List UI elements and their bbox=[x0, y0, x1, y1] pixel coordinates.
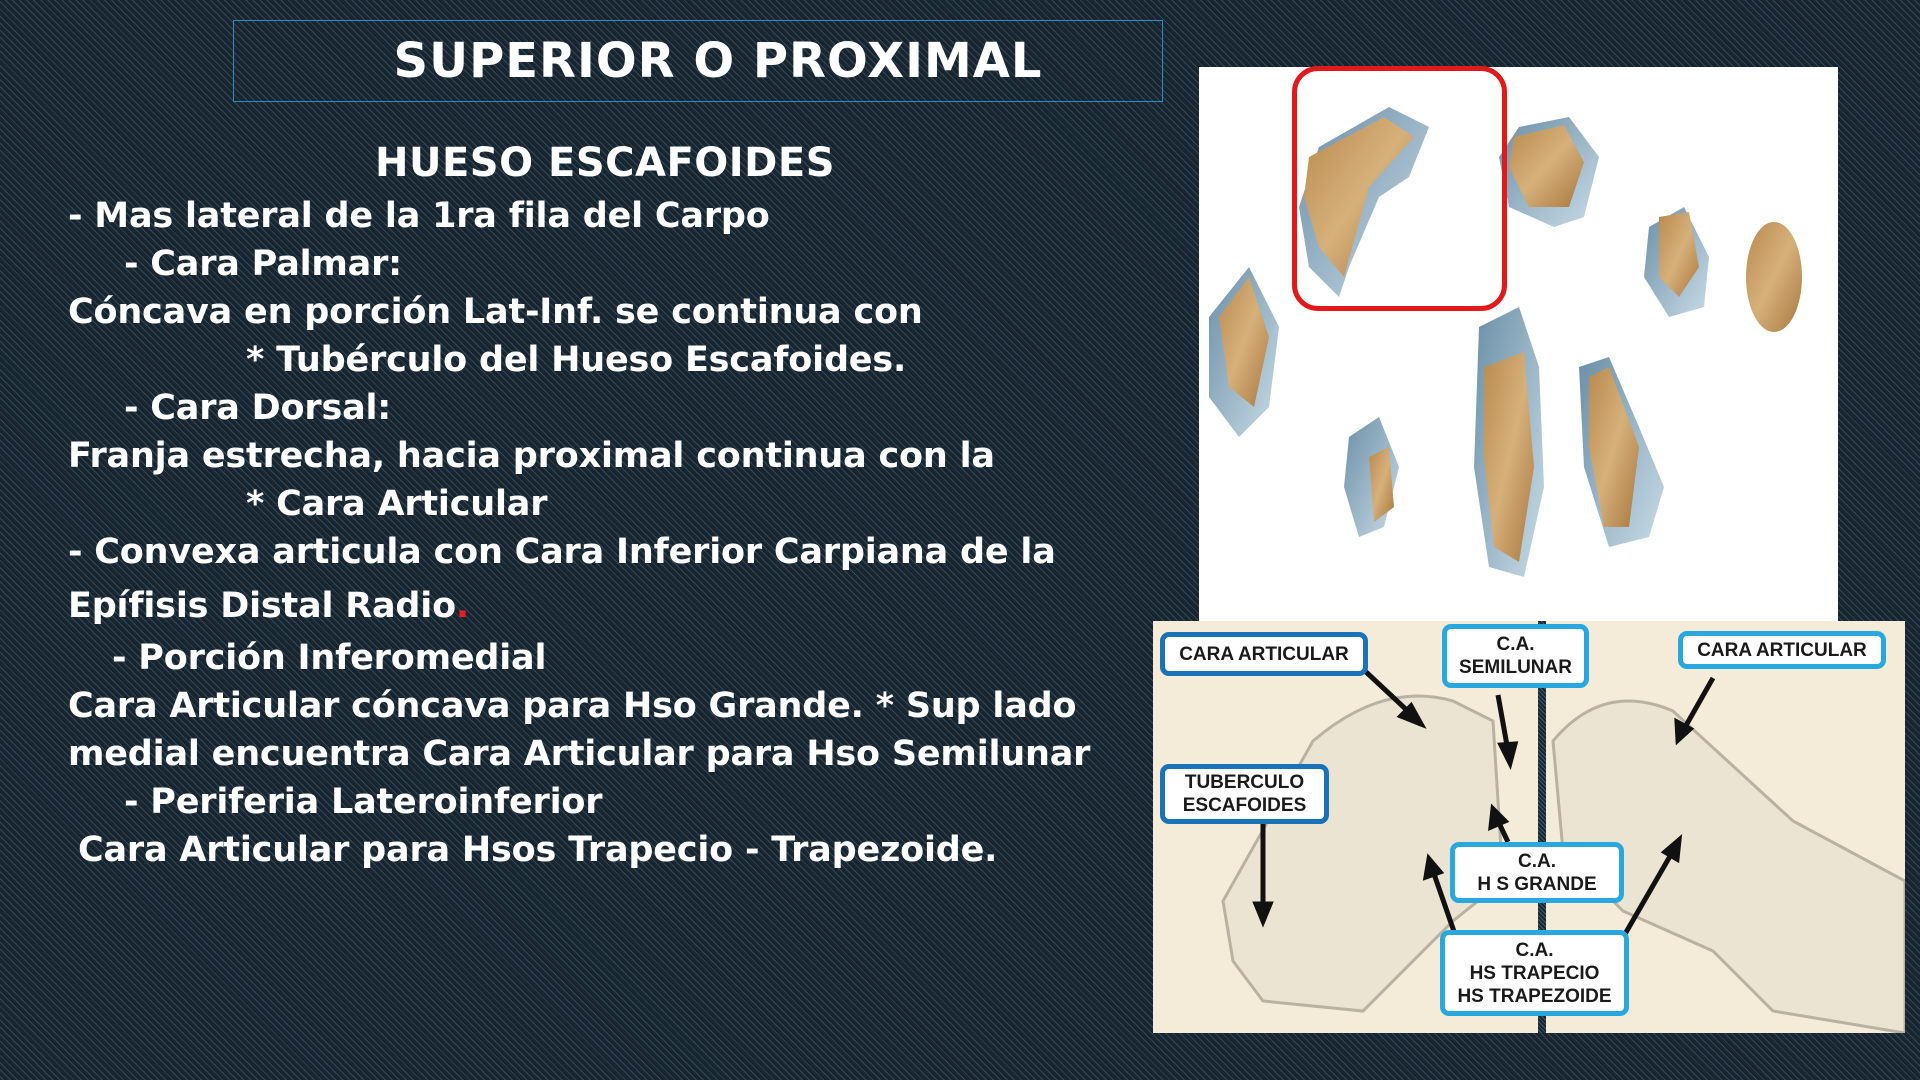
text-line: - Porción Inferomedial bbox=[112, 638, 547, 678]
label-text: C.A. bbox=[1496, 634, 1535, 655]
text-line: - Mas lateral de la 1ra fila del Carpo bbox=[68, 196, 770, 236]
red-period: . bbox=[455, 586, 470, 626]
label-text: CARA ARTICULAR bbox=[1697, 639, 1867, 661]
label-text: C.A. bbox=[1518, 850, 1556, 872]
text-line-with-red-period bbox=[68, 586, 469, 626]
slide-subtitle: HUESO ESCAFOIDES bbox=[375, 140, 836, 186]
label-text: CARA ARTICULAR bbox=[1179, 643, 1349, 665]
text-line: Epífisis Distal Radio bbox=[68, 586, 456, 626]
text-line: Franja estrecha, hacia proximal continua con la bbox=[68, 436, 995, 476]
scaphoid-highlight-box bbox=[1292, 66, 1507, 311]
text-line: Cara Articular para Hsos Trapecio - Trapezoide. bbox=[78, 830, 998, 870]
label-tuberculo-escafoides bbox=[1160, 764, 1329, 824]
text-line: * Tubérculo del Hueso Escafoides. bbox=[246, 340, 907, 380]
label-text: HS TRAPEZOIDE bbox=[1457, 985, 1612, 1007]
text-line: - Periferia Lateroinferior bbox=[124, 782, 603, 822]
text-line: Cara Articular cóncava para Hso Grande. * Sup lado bbox=[68, 686, 1077, 726]
label-text: C.A. bbox=[1515, 939, 1554, 961]
text-line: * Cara Articular bbox=[246, 484, 548, 524]
label-text: SEMILUNAR bbox=[1459, 657, 1572, 678]
text-line: - Convexa articula con Cara Inferior Carpiana de la bbox=[68, 532, 1056, 572]
label-text: TUBERCULO bbox=[1184, 772, 1305, 793]
label-text: ESCAFOIDES bbox=[1182, 795, 1307, 816]
label-cara-articular-right bbox=[1678, 631, 1886, 669]
text-line: - Cara Dorsal: bbox=[124, 388, 392, 428]
label-ca-hs-grande bbox=[1450, 842, 1624, 903]
slide-title: SUPERIOR O PROXIMAL bbox=[393, 33, 1043, 89]
title-box bbox=[233, 20, 1163, 102]
text-line: Cóncava en porción Lat-Inf. se continua con bbox=[68, 292, 923, 332]
label-ca-hs-trapecio-trapezoide bbox=[1440, 930, 1629, 1016]
label-text: H S GRANDE bbox=[1477, 873, 1597, 895]
label-text: HS TRAPECIO bbox=[1469, 962, 1600, 984]
text-line: medial encuentra Cara Articular para Hso Semilunar bbox=[68, 734, 1091, 774]
label-ca-semilunar bbox=[1442, 624, 1589, 688]
label-cara-articular-left bbox=[1160, 632, 1368, 676]
text-line: - Cara Palmar: bbox=[124, 244, 402, 284]
